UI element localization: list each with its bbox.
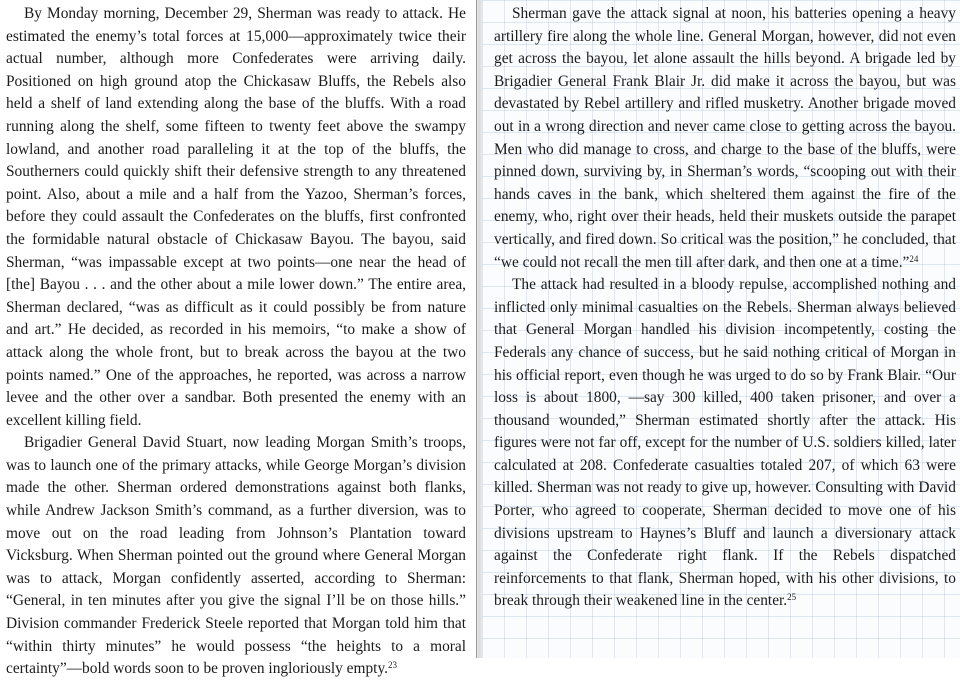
right-page (482, 0, 960, 658)
footnote-marker: 25 (787, 592, 797, 603)
footnote-marker: 23 (388, 660, 397, 671)
left-page (0, 0, 476, 678)
paragraph (494, 274, 956, 613)
paragraph-text: The attack had resulted in a bloody repulse, accomplished nothing and inflicted only minimal casualties on the Rebels. Sherman always believed that General Morgan handled his division incompetently, costing the Federals any chance of success, but he said nothing critical of Morgan in his official report, even though he was urged to do so by Frank Blair. “Our loss is about 1800, —say 300 killed, 400 taken prisoner, and over a thousand wounded,” Sherman estimated shortly after the attack. His figures were not far off, except for the number of U.S. soldiers killed, later calculated at 208. Confederate casualties totaled 207, of which 63 were killed. Sherman was not ready to give up, however. Consulting with David Porter, who agreed to cooperate, Sherman decided to move one of his divisions upstream to Haynes’s Bluff and launch a diversionary attack against the Confederate right flank. If the Rebels dispatched reinforcements to that flank, Sherman hoped, with his other divisions, to break through their weakened line in the center. (494, 276, 956, 610)
paragraph (6, 3, 466, 432)
paragraph (494, 3, 956, 274)
footnote-marker: 24 (909, 253, 919, 264)
paragraph-text: By Monday morning, December 29, Sherman was ready to attack. He estimated the enemy’s total forces at 15,000—approximately twice their actual number, although more Confederates were arriving daily. Positioned on high ground atop the Chickasaw Bluffs, the Rebels also held a shelf of land extending along the base of the bluffs. With a road running along the shelf, some fifteen to twenty feet above the swampy lowland, and another road paralleling it at the top of the bluffs, the Southerners could quickly shift their defensive strength to any threatened point. Also, about a mile and a half from the Yazoo, Sherman’s forces, before they could assault the Confederates on the bluffs, first confronted the formidable natural obstacle of Chickasaw Bayou. The bayou, said Sherman, “was impassable except at two points—one near the head of [the] Bayou . . . and the other about a mile lower down.” The entire area, Sherman declared, “was as difficult as it could possibly be from nature and art.” He decided, as recorded in his memoirs, “to make a show of attack along the whole front, but to break across the bayou at the two points named.” One of the approaches, he reported, was across a narrow levee and the other over a sandbar. Both presented the enemy with an excellent killing field. (6, 5, 466, 429)
paragraph-text: Sherman gave the attack signal at noon, his batteries opening a heavy artillery fire along the whole line. General Morgan, however, did not even get across the bayou, let alone assault the hills beyond. A brigade led by Brigadier General Frank Blair Jr. did make it across the bayou, but was devastated by Rebel artillery and rifled musketry. Another brigade moved out in a wrong direction and never came close to getting across the bayou. Men who did manage to cross, and charge to the base of the bluffs, were pinned down, surviving by, in Sherman’s words, “scooping out with their hands caves in the bank, which sheltered them against the fire of the enemy, who, right over their heads, held their muskets outside the parapet vertically, and fired down. So critical was the position,” he concluded, that “we could not recall the men till after dark, and then one at a time.” (494, 5, 956, 271)
page-edge-line (476, 0, 477, 658)
paragraph (6, 432, 466, 681)
paragraph-text: Brigadier General David Stuart, now leading Morgan Smith’s troops, was to launch one of the primary attacks, while George Morgan’s division made the other. Sherman ordered demonstrations against both flanks, while Andrew Jackson Smith’s command, as a further diversion, was to move out on the road leading from Johnson’s Plantation toward Vicksburg. When Sherman pointed out the ground where General Morgan was to attack, Morgan confidently asserted, according to Sherman: “General, in ten minutes after you give the signal I’ll be on those hills.” Division commander Frederick Steele reported that Morgan told him that “within thirty minutes” he would possess “the heights to a moral certainty”—bold words soon to be proven ingloriously empty. (6, 434, 466, 678)
